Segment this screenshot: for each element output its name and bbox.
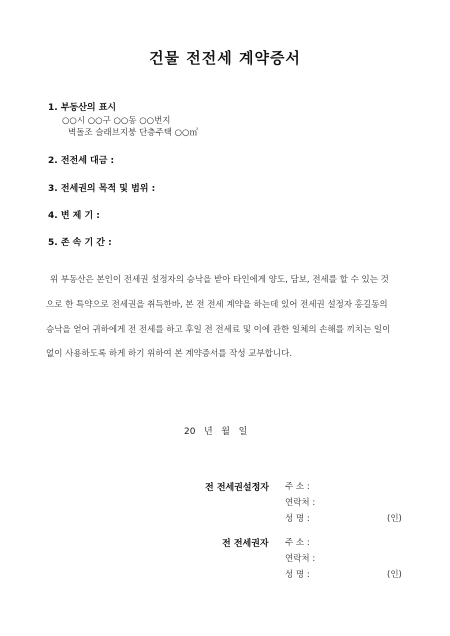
document-title: 건물 전전세 계약증서 xyxy=(149,49,301,67)
body-line: 없이 사용하도록 하게 하기 위하여 본 계약증서를 작성 교부합니다. xyxy=(46,349,293,359)
section-1-label: 1. 부동산의 표시 xyxy=(48,103,117,113)
party-1-address: 주 소 : xyxy=(285,482,310,492)
section-2-label: 2. 전전세 대금 : xyxy=(48,156,115,166)
body-line: 으로 한 특약으로 전세권을 취득한바, 본 전 전세 계약을 하는데 있어 전세권 설정자 홍길동의 xyxy=(46,300,388,310)
party-2-contact: 연락처 : xyxy=(285,554,316,564)
party-1-seal: (인) xyxy=(387,514,402,524)
section-4-label: 4. 변 제 기 : xyxy=(48,211,100,221)
party-2-seal: (인) xyxy=(387,570,402,580)
contract-date: 20 년 월 일 xyxy=(184,427,248,437)
party-1-name: 성 명 : xyxy=(285,514,310,524)
property-address: ○○시 ○○구 ○○동 ○○번지 xyxy=(62,116,171,126)
body-paragraph xyxy=(46,273,408,373)
body-line: 승낙을 얻어 귀하에게 전 전세를 하고 후일 전 전세료 및 이에 관한 일체의 손해를 끼치는 일이 xyxy=(46,325,391,335)
party-2-address: 주 소 : xyxy=(285,538,310,548)
section-3-label: 3. 전세권의 목적 및 범위 : xyxy=(48,184,156,194)
party-1-contact: 연락처 : xyxy=(285,498,316,508)
section-5-label: 5. 존 속 기 간 : xyxy=(48,238,112,248)
body-line: 위 부동산은 본인이 전세권 설정자의 승낙을 받아 타인에게 양도, 담보, 전세를 할 수 있는 것 xyxy=(50,275,389,285)
party-2-name: 성 명 : xyxy=(285,570,310,580)
party-2-role: 전 전세권자 xyxy=(222,539,269,549)
property-structure: 벽돌조 슬래브지붕 단층주택 ○○㎡ xyxy=(68,128,198,138)
party-1-role: 전 전세권설정자 xyxy=(205,483,269,493)
